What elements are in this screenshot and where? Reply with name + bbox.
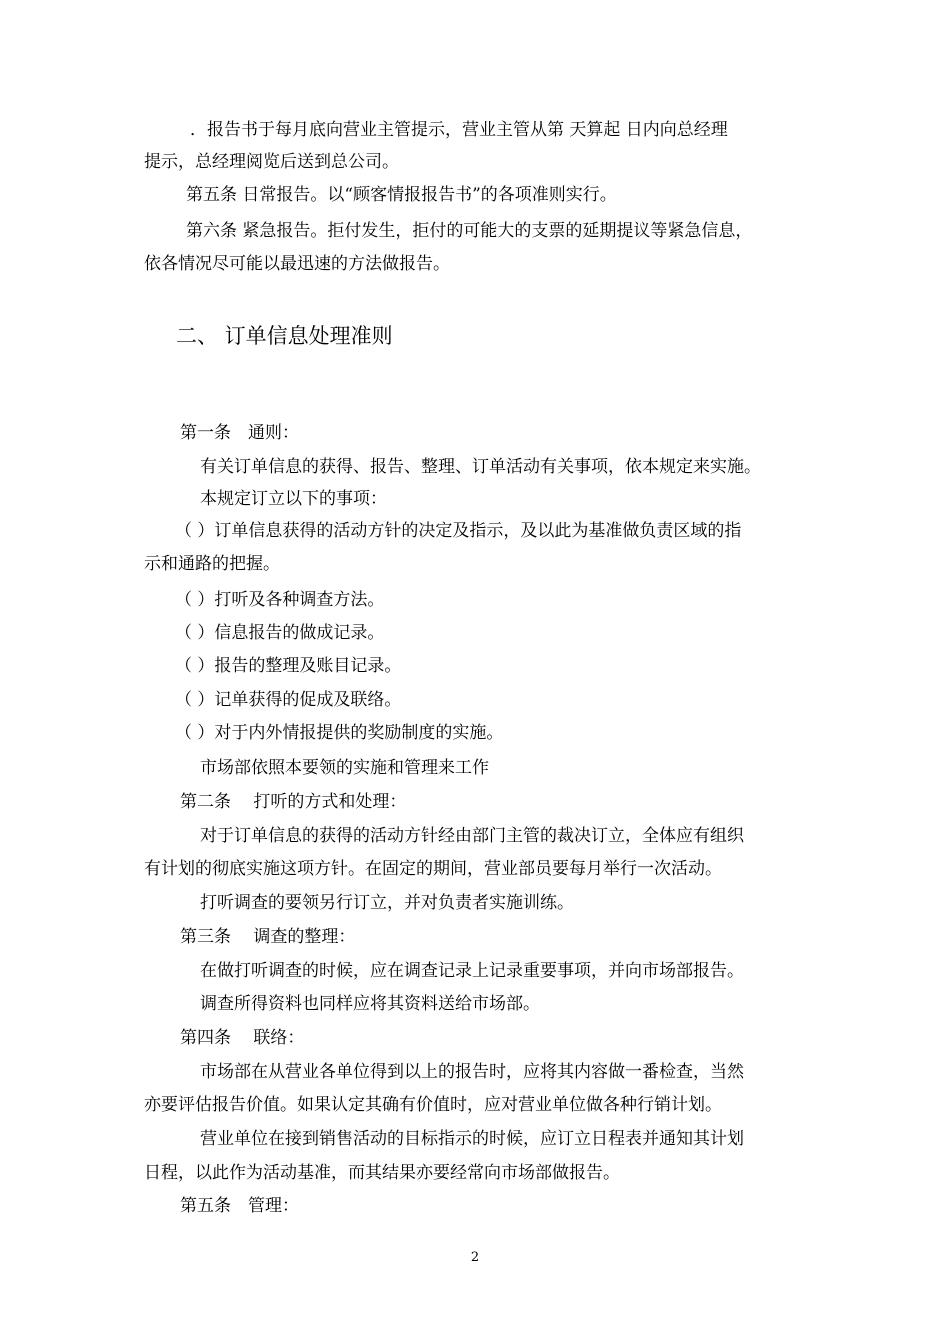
paragraph-line: ．报告书于每月底向营业主管提示，营业主管从第 天算起 日内向总经理 xyxy=(190,120,728,140)
paragraph-line: 本规定订立以下的事项： xyxy=(200,489,387,509)
paragraph-line: 第五条 日常报告。以“顾客情报报告书”的各项准则实行。 xyxy=(186,185,617,205)
paragraph-line: 第六条 紧急报告。拒付发生，拒付的可能大的支票的延期提议等紧急信息， xyxy=(186,221,753,241)
page-number: 2 xyxy=(470,1250,480,1265)
article-heading: 第四条 联络： xyxy=(180,1028,305,1048)
paragraph-line: 打听调查的要领另行订立，并对负责者实施训练。 xyxy=(200,893,574,913)
paragraph-line: 亦要评估报告价值。如果认定其确有价值时，应对营业单位做各种行销计划。 xyxy=(144,1095,722,1115)
paragraph-line: 依各情况尽可能以最迅速的方法做报告。 xyxy=(144,254,450,274)
paragraph-line: 有关订单信息的获得、报告、整理、订单活动有关事项，依本规定来实施。 xyxy=(200,457,761,477)
paragraph-line: 示和通路的把握。 xyxy=(144,554,280,574)
list-item: （ ）打听及各种调查方法。 xyxy=(175,590,385,610)
article-heading: 第一条 通则： xyxy=(180,423,299,443)
list-item: （ ）订单信息获得的活动方针的决定及指示，及以此为基准做负责区域的指 xyxy=(175,521,742,541)
section-heading: 二、 订单信息处理准则 xyxy=(176,324,393,348)
list-item: （ ）报告的整理及账目记录。 xyxy=(175,656,402,676)
paragraph-line: 日程，以此作为活动基准，而其结果亦要经常向市场部做报告。 xyxy=(144,1163,620,1183)
article-heading: 第二条 打听的方式和处理： xyxy=(180,792,407,812)
list-item: （ ）对于内外情报提供的奖励制度的实施。 xyxy=(175,723,504,743)
paragraph-line: 营业单位在接到销售活动的目标指示的时候，应订立日程表并通知其计划 xyxy=(200,1129,744,1149)
paragraph-line: 有计划的彻底实施这项方针。在固定的期间，营业部员要每月举行一次活动。 xyxy=(144,859,722,879)
paragraph-line: 对于订单信息的获得的活动方针经由部门主管的裁决订立，全体应有组织 xyxy=(200,826,744,846)
paragraph-line: 市场部在从营业各单位得到以上的报告时，应将其内容做一番检查，当然 xyxy=(200,1062,744,1082)
article-heading: 第五条 管理： xyxy=(180,1196,299,1216)
list-item: （ ）信息报告的做成记录。 xyxy=(175,623,385,643)
paragraph-line: 市场部依照本要领的实施和管理来工作 xyxy=(200,758,489,778)
list-item: （ ）记单获得的促成及联络。 xyxy=(175,690,402,710)
article-heading: 第三条 调查的整理： xyxy=(180,927,356,947)
paragraph-line: 在做打听调查的时候，应在调查记录上记录重要事项，并向市场部报告。 xyxy=(200,961,744,981)
paragraph-line: 调查所得资料也同样应将其资料送给市场部。 xyxy=(200,994,540,1014)
paragraph-line: 提示，总经理阅览后送到总公司。 xyxy=(144,152,399,172)
